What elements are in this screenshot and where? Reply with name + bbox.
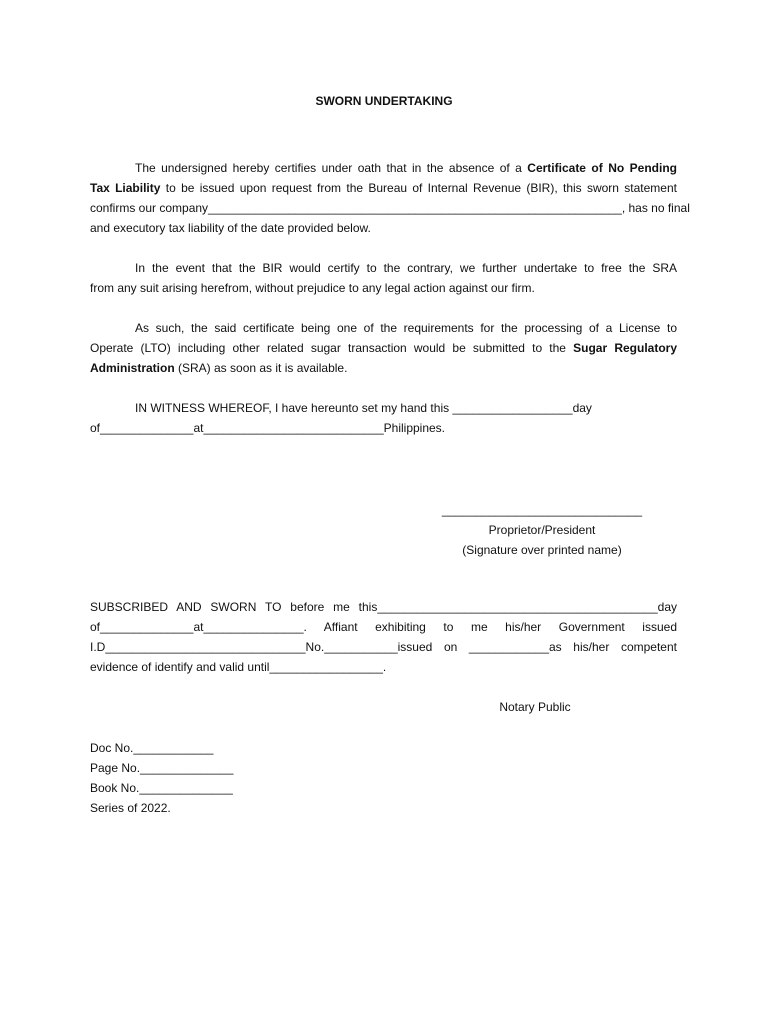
book-no-field[interactable]: Book No.______________ <box>90 781 233 795</box>
witness-place-field[interactable]: of______________at___________________________Philippines. <box>90 421 446 435</box>
text-line: In the event that the BIR would certify to the contrary, we further undertake to free the SRA <box>135 261 677 275</box>
jurat-date-field[interactable]: SUBSCRIBED AND SWORN TO before me this__________________________________________day <box>90 600 677 614</box>
notary-public-label: Notary Public <box>499 700 571 714</box>
notarial-register-info <box>90 738 340 818</box>
witness-date-field[interactable]: IN WITNESS WHEREOF, I have hereunto set my hand this __________________day <box>135 401 592 415</box>
document-title: SWORN UNDERTAKING <box>315 94 453 108</box>
signature-block <box>432 500 652 560</box>
company-name-field[interactable]: confirms our company______________________________________________________________, has no final <box>90 201 690 215</box>
signature-note: (Signature over printed name) <box>462 543 622 557</box>
text-line: Administration (SRA) as soon as it is available. <box>90 361 348 375</box>
jurat-validity-field[interactable]: evidence of identify and valid until_________________. <box>90 660 387 674</box>
text-line: Operate (LTO) including other related sugar transaction would be submitted to the Sugar Regulatory <box>90 341 677 355</box>
paragraph-certification <box>90 158 690 238</box>
text-line: The undersigned hereby certifies under oath that in the absence of a Certificate of No Pending <box>135 161 677 175</box>
jurat-id-field[interactable]: I.D______________________________No.___________issued on ____________as his/her competent <box>90 640 677 654</box>
paragraph-witness <box>90 398 677 438</box>
text-line: Tax Liability to be issued upon request from the Bureau of Internal Revenue (BIR), this sworn statement <box>90 181 677 195</box>
jurat-section <box>90 597 677 677</box>
page-no-field[interactable]: Page No.______________ <box>90 761 234 775</box>
jurat-place-field[interactable]: of______________at_______________. Affiant exhibiting to me his/her Government issued <box>90 620 677 634</box>
text-line: from any suit arising herefrom, without prejudice to any legal action against our firm. <box>90 281 535 295</box>
signature-line[interactable]: ______________________________ <box>441 503 643 517</box>
doc-no-field[interactable]: Doc No.____________ <box>90 741 214 755</box>
text-line: and executory tax liability of the date provided below. <box>90 221 371 235</box>
paragraph-requirements <box>90 318 677 378</box>
paragraph-undertaking <box>90 258 677 298</box>
signer-role: Proprietor/President <box>488 523 596 537</box>
text-line: As such, the said certificate being one of the requirements for the processing of a License to <box>135 321 677 335</box>
series-label: Series of 2022. <box>90 801 171 815</box>
